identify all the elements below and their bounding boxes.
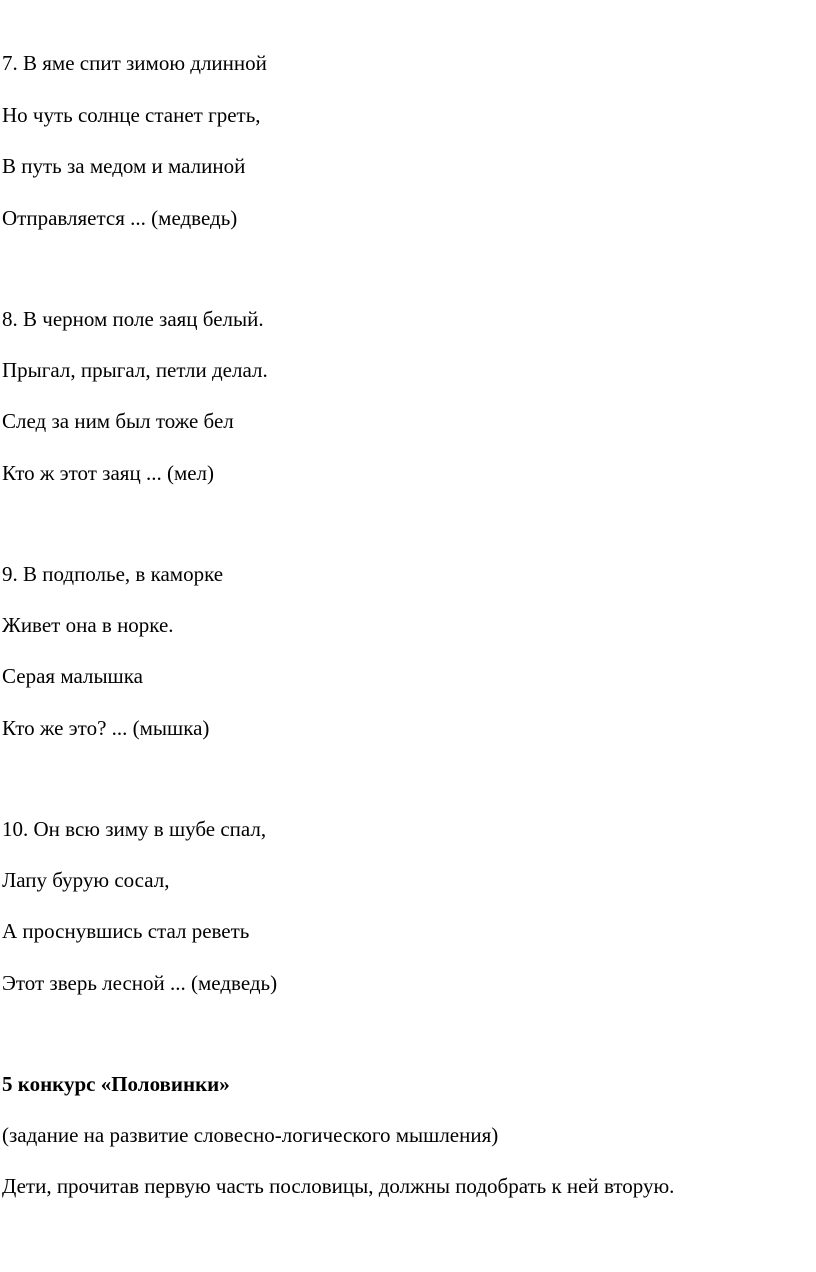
riddle-answer-line: Этот зверь лесной ... (медведь) bbox=[2, 971, 278, 995]
contest-subtitle: (задание на развитие словесно-логического мышления) bbox=[2, 1123, 499, 1147]
riddle-line: Лапу бурую сосал, bbox=[2, 868, 170, 892]
contest-instruction: Дети, прочитав первую часть пословицы, должны подобрать к ней вторую. bbox=[2, 1174, 675, 1198]
riddle-answer-line: Отправляется ... (медведь) bbox=[2, 206, 238, 230]
contest-heading: 5 конкурс «Половинки» bbox=[2, 1072, 230, 1096]
riddle-line: Серая малышка bbox=[2, 664, 143, 688]
riddle-line: 10. Он всю зиму в шубе спал, bbox=[2, 817, 267, 841]
riddle-line: Живет она в норке. bbox=[2, 613, 174, 637]
riddle-line: 9. В подполье, в каморке bbox=[2, 562, 224, 586]
riddle-line: В путь за медом и малиной bbox=[2, 154, 246, 178]
riddle-line: Но чуть солнце станет греть, bbox=[2, 103, 261, 127]
riddle-answer-line: Кто ж этот заяц ... (мел) bbox=[2, 461, 215, 485]
riddle-answer-line: Кто же это? ... (мышка) bbox=[2, 716, 210, 740]
riddle-line: 8. В черном поле заяц белый. bbox=[2, 307, 264, 331]
riddle-line: А проснувшись стал реветь bbox=[2, 919, 250, 943]
riddle-line: Прыгал, прыгал, петли делал. bbox=[2, 358, 268, 382]
riddle-line: След за ним был тоже бел bbox=[2, 409, 234, 433]
riddle-line: 7. В яме спит зимою длинной bbox=[2, 51, 267, 75]
